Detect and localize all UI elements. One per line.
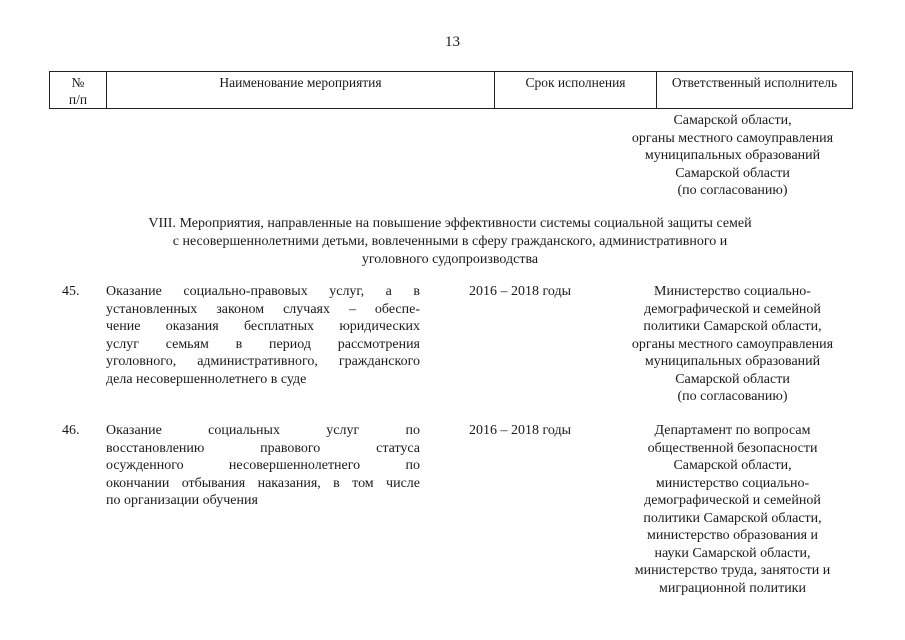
text-line: муниципальных образований	[644, 354, 821, 369]
header-name-column: Наименование мероприятия	[219, 75, 382, 90]
row-name	[106, 422, 420, 510]
header-number-column	[50, 72, 106, 108]
text-line: (по согласованию)	[677, 183, 788, 198]
text-line: демографической и семейной	[644, 301, 821, 317]
continuation-responsible	[600, 112, 865, 200]
text-line: демографической и семейной	[644, 493, 821, 508]
row-number: 46.	[62, 423, 80, 438]
section-heading-line: VIII. Мероприятия, направленные на повышение эффективности системы социальной защиты семей	[148, 216, 752, 231]
section-heading-line: с несовершеннолетними детьми, вовлеченными в сферу гражданского, административного и	[172, 234, 728, 249]
text-line: муниципальных образований	[644, 148, 821, 163]
text-line: восстановлению правового статуса	[106, 440, 420, 456]
header-responsible-column: Ответственный исполнитель	[671, 75, 838, 90]
section-heading-line: уголовного судопроизводства	[361, 252, 539, 267]
text-line: Самарской области	[675, 371, 790, 387]
text-line: (по согласованию)	[677, 389, 788, 404]
text-line: органы местного самоуправления	[631, 336, 834, 352]
table-header	[49, 71, 853, 109]
text-line: Департамент по вопросам	[654, 423, 811, 438]
text-line: Оказание социально-правовых услуг, а в	[106, 284, 420, 299]
header-number-sublabel: п/п	[68, 92, 88, 107]
text-line: политики Самарской области,	[643, 319, 822, 334]
header-number-label: №	[71, 75, 85, 90]
text-line: по организации обучения	[106, 493, 258, 508]
page-number: 13	[445, 34, 460, 50]
row-responsible	[600, 283, 865, 406]
row-responsible	[600, 422, 865, 597]
text-line: министерство образования и	[646, 528, 819, 543]
header-term-column: Срок исполнения	[525, 75, 626, 90]
text-line: политики Самарской области,	[643, 510, 822, 526]
text-line: науки Самарской области,	[654, 545, 811, 561]
text-line: окончании отбывания наказания, в том числе	[106, 475, 420, 491]
row-term: 2016 – 2018 годы	[468, 423, 572, 438]
row-number: 45.	[62, 284, 80, 299]
text-line: Самарской области,	[673, 458, 792, 473]
text-line: Министерство социально-	[654, 284, 811, 299]
text-line: министерство труда, занятости и	[634, 563, 831, 578]
text-line: осужденного несовершеннолетнего по	[106, 458, 420, 473]
row-name	[106, 283, 420, 388]
text-line: общественной безопасности	[647, 440, 818, 456]
text-line: услуг семьям в период рассмотрения	[106, 336, 420, 352]
section-heading	[90, 215, 810, 269]
text-line: установленных законом случаях – обеспе-	[106, 301, 420, 317]
text-line: дела несовершеннолетнего в суде	[106, 371, 307, 387]
text-line: чение оказания бесплатных юридических	[106, 319, 420, 334]
text-line: Оказание социальных услуг по	[106, 423, 420, 438]
text-line: Самарской области	[675, 165, 790, 181]
row-term: 2016 – 2018 годы	[468, 284, 572, 299]
text-line: Самарской области,	[673, 113, 792, 128]
text-line: органы местного самоуправления	[631, 130, 834, 146]
text-line: министерство социально-	[655, 475, 810, 491]
text-line: уголовного, административного, гражданского	[106, 354, 420, 369]
text-line: миграционной политики	[659, 580, 806, 596]
